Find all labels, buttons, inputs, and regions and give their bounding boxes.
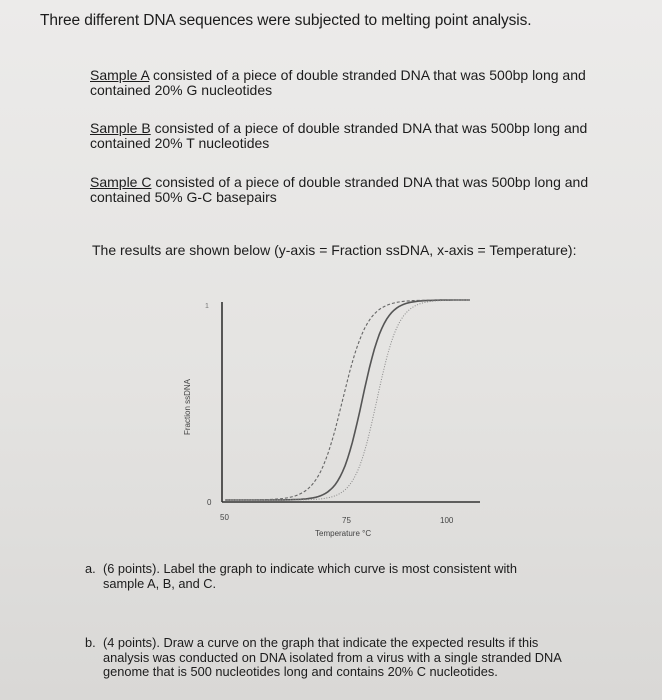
y-tick-label-top: 1 [205,303,209,310]
sample-c-line2: contained 50% G-C basepairs [90,189,277,205]
x-tick-label-100: 100 [440,516,454,525]
curve-solid [225,300,470,500]
sample-a-name: Sample A [90,67,150,83]
sample-b-description [90,121,630,151]
curve-dotted [225,300,470,500]
sample-a-description [90,68,630,98]
question-a [85,562,605,591]
results-text: The results are shown below (y-axis = Fraction ssDNA, x-axis = Temperature): [92,242,577,258]
question-title: Three different DNA sequences were subjected to melting point analysis. [40,12,532,29]
melting-curve-chart [170,290,490,555]
sample-b-name: Sample B [90,120,151,136]
sample-b-line1: consisted of a piece of double stranded DNA that was 500bp long and [150,120,588,136]
sample-c-name: Sample C [90,174,152,190]
question-a-label: a. [85,561,96,576]
question-b-label: b. [85,635,96,650]
curve-dashed [225,300,470,500]
question-b-line2: analysis was conducted on DNA isolated from a virus with a single stranded DNA [103,649,562,665]
sample-b-line2: contained 20% T nucleotides [90,135,270,151]
sample-a-line1: consisted of a piece of double stranded DNA that was 500bp long and [149,67,586,83]
question-b-line1: (4 points). Draw a curve on the graph that indicate the expected results if this [103,635,539,650]
question-b-line3: genome that is 500 nucleotides long and contains 20% C nucleotides. [103,664,498,679]
y-tick-label-bottom: 0 [207,498,212,507]
x-tick-label-50: 50 [220,513,229,522]
question-a-line1: (6 points). Label the graph to indicate which curve is most consistent with [103,561,517,576]
sample-c-line1: consisted of a piece of double stranded DNA that was 500bp long and [151,174,589,190]
sample-c-description [90,175,630,205]
x-axis-label: Temperature °C [315,529,372,538]
sample-a-line2: contained 20% G nucleotides [90,82,273,98]
y-axis-label: Fraction ssDNA [183,378,192,435]
question-b [85,636,605,680]
x-tick-label-75: 75 [342,516,351,525]
question-a-line2: sample A, B, and C. [103,575,217,591]
